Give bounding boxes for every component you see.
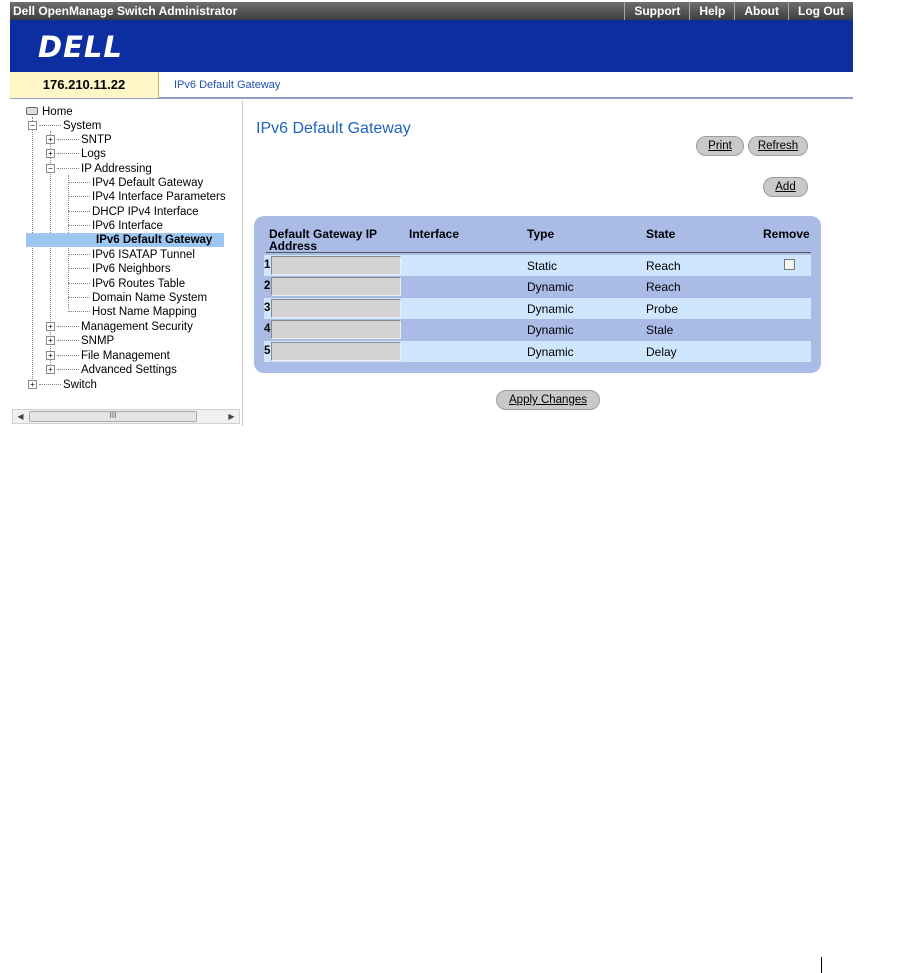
add-button[interactable]: Add	[763, 177, 808, 197]
gateway-address-field[interactable]	[271, 277, 401, 296]
tree-item-ipv6-default-gateway[interactable]: IPv6 Default Gateway	[26, 233, 224, 247]
remove-checkbox[interactable]	[784, 259, 795, 270]
column-header-state: State	[646, 227, 676, 241]
expand-icon[interactable]: +	[46, 135, 55, 144]
info-bar	[10, 72, 853, 99]
gateway-address-field[interactable]	[271, 299, 401, 318]
collapse-icon[interactable]: −	[46, 164, 55, 173]
scrollbar-thumb[interactable]: III	[29, 411, 197, 422]
state-cell: Delay	[646, 345, 677, 359]
breadcrumb: IPv6 Default Gateway	[174, 79, 281, 91]
tree-item-ipv4-interface-parameters[interactable]: IPv4 Interface Parameters	[68, 190, 228, 204]
tree-item-switch[interactable]: + Switch	[28, 378, 99, 392]
sidebar-tree-panel	[10, 101, 243, 426]
type-cell: Dynamic	[527, 323, 574, 337]
about-link[interactable]: About	[734, 2, 788, 20]
expand-icon[interactable]: +	[46, 365, 55, 374]
tree-item-system[interactable]: − System	[28, 119, 103, 133]
row-number: 1	[264, 259, 271, 271]
tree-item-sntp[interactable]: + SNTP	[46, 133, 114, 147]
row-number: 4	[264, 323, 271, 335]
main-content	[244, 101, 853, 426]
page-margin-mark	[821, 957, 822, 973]
logout-link[interactable]: Log Out	[788, 2, 853, 20]
state-cell: Reach	[646, 259, 681, 273]
gateway-table	[254, 216, 821, 373]
top-bar	[10, 2, 853, 20]
scroll-right-arrow-icon[interactable]: ▶	[228, 412, 235, 421]
tree-item-domain-name-system[interactable]: Domain Name System	[68, 291, 209, 305]
app-window	[10, 2, 853, 426]
tree-item-ipv6-isatap-tunnel[interactable]: IPv6 ISATAP Tunnel	[68, 248, 197, 262]
folder-icon	[26, 107, 38, 115]
table-row	[264, 298, 811, 319]
expand-icon[interactable]: +	[46, 322, 55, 331]
column-header-interface: Interface	[409, 227, 460, 241]
expand-icon[interactable]: +	[46, 149, 55, 158]
row-number: 3	[264, 302, 271, 314]
tree-guide-line	[32, 117, 33, 389]
type-cell: Static	[527, 259, 558, 273]
gateway-address-field[interactable]	[271, 256, 401, 275]
page-title: IPv6 Default Gateway	[256, 120, 411, 137]
tree-item-ip-addressing[interactable]: − IP Addressing	[46, 162, 154, 176]
tree-item-file-management[interactable]: + File Management	[46, 349, 172, 363]
tree-item-host-name-mapping[interactable]: Host Name Mapping	[68, 305, 199, 319]
row-number: 5	[264, 345, 271, 357]
table-row	[264, 276, 811, 297]
app-title: Dell OpenManage Switch Administrator	[13, 4, 238, 18]
collapse-icon[interactable]: −	[28, 121, 37, 130]
apply-changes-button[interactable]: Apply Changes	[496, 390, 600, 410]
column-header-gateway-address: Default Gateway IP Address	[269, 227, 378, 253]
support-link[interactable]: Support	[624, 2, 689, 20]
nav-tree	[10, 103, 241, 405]
table-row	[264, 341, 811, 362]
state-cell: Stale	[646, 323, 674, 337]
banner	[10, 20, 853, 72]
dell-logo: DELL	[38, 30, 123, 64]
header-divider	[266, 252, 811, 253]
gateway-address-field[interactable]	[271, 320, 401, 339]
type-cell: Dynamic	[527, 280, 574, 294]
tree-item-snmp[interactable]: + SNMP	[46, 334, 116, 348]
state-cell: Reach	[646, 280, 681, 294]
gateway-address-field[interactable]	[271, 342, 401, 361]
column-header-type: Type	[527, 227, 555, 241]
device-ip-address: 176.210.11.22	[10, 72, 159, 98]
tree-item-ipv6-interface[interactable]: IPv6 Interface	[68, 219, 165, 233]
top-links	[624, 2, 853, 20]
sidebar-horizontal-scrollbar[interactable]	[12, 409, 240, 424]
row-number: 2	[264, 280, 271, 292]
tree-item-dhcp-ipv4-interface[interactable]: DHCP IPv4 Interface	[68, 205, 201, 219]
type-cell: Dynamic	[527, 302, 574, 316]
refresh-button[interactable]: Refresh	[748, 136, 808, 156]
state-cell: Probe	[646, 302, 679, 316]
table-row	[264, 319, 811, 340]
table-row	[264, 255, 811, 276]
tree-item-home[interactable]: Home	[26, 105, 75, 119]
tree-item-ipv6-neighbors[interactable]: IPv6 Neighbors	[68, 262, 173, 276]
help-link[interactable]: Help	[689, 2, 734, 20]
tree-item-ipv6-routes-table[interactable]: IPv6 Routes Table	[68, 277, 187, 291]
tree-item-logs[interactable]: + Logs	[46, 147, 108, 161]
tree-item-advanced-settings[interactable]: + Advanced Settings	[46, 363, 179, 377]
tree-item-ipv4-default-gateway[interactable]: IPv4 Default Gateway	[68, 176, 205, 190]
tree-item-management-security[interactable]: + Management Security	[46, 320, 195, 334]
expand-icon[interactable]: +	[46, 336, 55, 345]
expand-icon[interactable]: +	[46, 351, 55, 360]
scroll-left-arrow-icon[interactable]: ◀	[17, 412, 24, 421]
print-button[interactable]: Print	[696, 136, 744, 156]
column-header-remove: Remove	[763, 227, 810, 241]
expand-icon[interactable]: +	[28, 380, 37, 389]
type-cell: Dynamic	[527, 345, 574, 359]
